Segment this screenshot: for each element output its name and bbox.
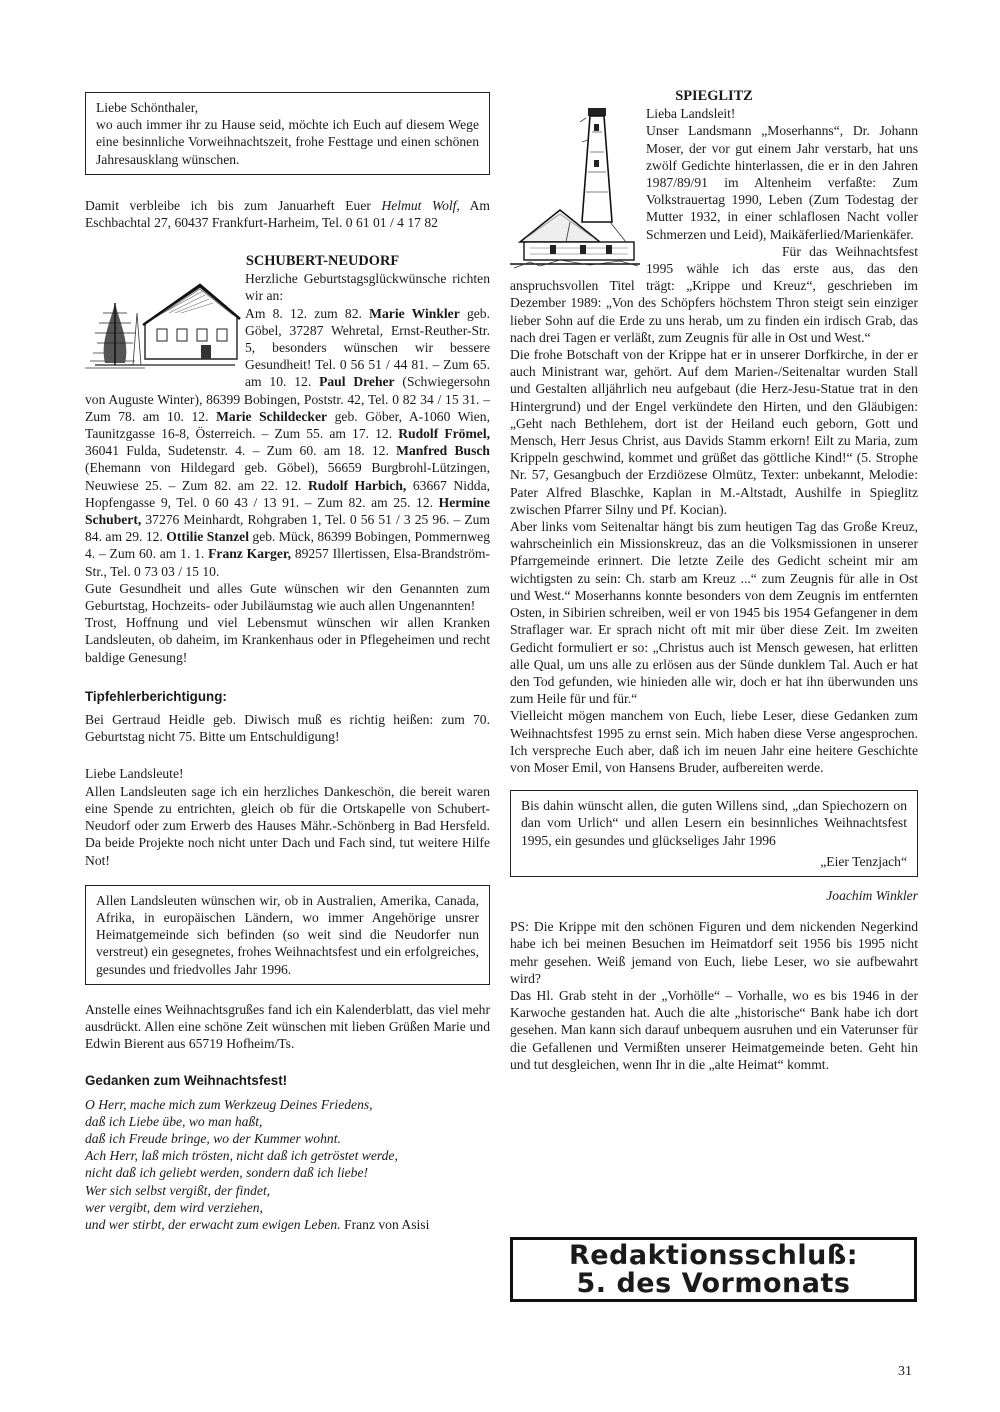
spieglitz-p2: Für das Weihnachtsfest 1995 wähle ich das erste aus, das den anspruchsvollen Titel trägt: „Krippe und Kreuz“, geschrieben im Dezember 1989: „Von des Schöpfers höchstem Thron steigt sein einziger lieber Sohn auf die Erde zu uns herab, um zu finden ein irdisch Grab, das nach drei Tagen er verläßt, zum Zeugnis für alle in Ost und West.“ — [510, 243, 918, 345]
spieglitz-p3: Die frohe Botschaft von der Krippe hat er in unserer Dorfkirche, in der er auch Ministrant war, gehört. Auf dem Marien-/Seitenaltar wurden Stall und Gestalten alljährlich neu aufgebaut (die Herz-Jesu-Statue trat in den Hintergrund) und der Engel verkündete den Hirten, und den Gläubigen: „Geht nach Bethlehem, dort ist der Heiland euch geborn, Gott und Mensch, Herr Jesus Christ, aus Davids Stamm erkorn! Eilt zu Maria, zum Krippeln geschwind, kommet und grüßet das göttliche Kind!“ (5. Strophe Nr. 57, Gesangbuch der Erzdiözese Olmütz, Texter: unbekannt, Melodie: Pater Alfred Blaschke, Kaplan in M.-Altstadt, Aushilfe in Spieglitz zwischen Pfarrer Silny und Pf. Kocian). — [510, 347, 918, 517]
birthday-name: Franz Karger, — [208, 546, 292, 562]
schubert-sick: Trost, Hoffnung und viel Lebensmut wünschen wir allen Kranken Landsleuten, ob daheim, im Krankenhaus oder in Pflegeheimen und recht baldige Genesung! — [85, 615, 490, 665]
correction-title: Tipfehlerberichtigung: — [85, 688, 227, 704]
tower-illustration — [510, 102, 640, 270]
schubert-title: SCHUBERT-NEUDORF — [245, 253, 400, 269]
birthday-name: Manfred Busch — [396, 443, 490, 459]
dialect-signoff: „Eier Tenzjach“ — [820, 853, 907, 869]
birthday-details: geb. Mück, 86399 Bobingen, Pommernweg 4. – Zum 60. am 1. 1. — [85, 529, 490, 562]
farewell-text — [85, 197, 490, 231]
wish-box-text: Allen Landsleuten wünschen wir, ob in Australien, Amerika, Canada, Afrika, in europäischen Ländern, wo immer Angehörige unsrer Heimatgemeinde sich befinden (so weit sind die Neudorfer nun verstreut) ein gesegnetes, frohes Weihnachtsfest und ein erfolgreiches, gesundes und friedvolles Jahr 1996. — [96, 892, 479, 977]
greeting-box — [85, 92, 490, 175]
birthday-details: 89257 Illertissen, Elsa-Brandström-Str., Tel. 0 73 03 / 15 10. — [85, 546, 491, 579]
birthday-details: 37276 Meinhardt, Rohgraben 1, Tel. 0 56 51 / 3 25 96. – Zum 84. am 29. 12. — [85, 512, 490, 545]
calendar-text: Anstelle eines Weihnachtsgrußes fand ich ein Kalenderblatt, das viel mehr ausdrückt. Allen eine schöne Zeit wünschen mit lieben Grüßen Marie und Edwin Bierent aus 65719 Hofheim/Ts. — [85, 1001, 490, 1052]
birthday-details: geb. Göbel, 37287 Wehretal, Ernst-Reuther-Str. 5, besonders wünschen wir bessere Gesundheit! Tel. 0 56 51 / 44 81. – Zum 65. am 10. 12. — [245, 305, 490, 390]
spieglitz-salutation: Lieba Landsleit! — [646, 106, 736, 122]
correction-text: Bei Gertraud Heidle geb. Diwisch muß es richtig heißen: zum 70. Geburtstag nicht 75. Bitte um Entschuldigung! — [85, 712, 490, 745]
deadline-banner — [510, 1237, 917, 1302]
thanks-section — [85, 765, 490, 868]
ps-text: PS: Die Krippe mit den schönen Figuren und dem nickenden Negerkind habe ich bei meinen Besuchen im Heimatdorf seit 1956 bis 1995 nicht mehr gesehen. Weiß jemand von Euch, liebe Leser, wo sie aufbewahrt wird? — [510, 919, 918, 986]
poem-section — [85, 1072, 490, 1233]
left-column — [85, 92, 490, 231]
poem-author: Franz von Asisi — [344, 1216, 430, 1232]
dialect-box — [510, 790, 918, 877]
birthday-name: Marie Schildecker — [216, 408, 328, 424]
schubert-wishes: Gute Gesundheit und alles Gute wünschen wir den Genannten zum Geburtstag, Hochzeits- oder Jubiläumstag wie auch allen Ungenannten! — [85, 580, 490, 614]
spieglitz-title: SPIEGLITZ — [675, 88, 753, 104]
poem-line: Ach Herr, laß mich trösten, nicht daß ich getröstet werde, — [85, 1148, 398, 1164]
thanks-salutation: Liebe Landsleute! — [85, 766, 184, 782]
poem-line: daß ich Liebe übe, wo man haßt, — [85, 1113, 263, 1129]
thanks-text: Allen Landsleuten sage ich ein herzliches Dankeschön, die bereit waren eine Spende zu entrichten, gleich ob für die Ortskapelle von Schubert-Neudorf oder zum Erwerb des Hauses Mähr.-Schönberg in Bad Hersfeld. Da beide Projekte noch nicht unter Dach und Fach sind, tut weitere Hilfe Not! — [85, 783, 490, 868]
poem-line: daß ich Freude bringe, wo der Kummer wohnt. — [85, 1130, 341, 1146]
birthday-name: Marie Winkler — [369, 305, 460, 321]
schubert-intro: Herzliche Geburtstagsglückwünsche richten wir an: — [245, 271, 490, 304]
birthday-details: (Ehemann von Hildegard geb. Göbel), 56659 Burgbrohl-Lützingen, Neuwiese 25. – Zum 82. am 22. 12. — [85, 460, 490, 493]
poem-line: nicht daß ich geliebt werden, sondern daß ich liebe! — [85, 1165, 369, 1181]
farewell-after: Am Eschbachtal 27, 60437 Frankfurt-Harheim, Tel. 0 61 01 / 4 17 82 — [85, 197, 490, 231]
poem-line: O Herr, mache mich zum Werkzeug Deines Friedens, — [85, 1096, 373, 1112]
birthday-name: Paul Dreher — [319, 374, 395, 390]
birthday-details: (Schwiegersohn von Auguste Winter), 86399 Bobingen, Poststr. 42, Tel. 0 82 34 / 15 31. – Zum 78. am 10. 12. — [85, 374, 490, 424]
poem-last-line — [85, 1216, 490, 1233]
spieglitz-p4: Aber links vom Seitenaltar hängt bis zum heutigen Tag das Große Kreuz, wahrscheinlich ein Missionskreuz, das an die Volksmissionen in unserer Pfarrgemeinde erinnert. Die letzte Zeile des Gedicht scheint mir am wichtigsten zu sein: Ch. starb am Kreuz ...“ zum Zeugnis für alle in Ost und West.“ Moserhanns konnte besonders von dem Zeugnis im entfernten Osten, in Sibirien schreiben, weil er von 1945 bis 1954 Gefangener in dem Straflager war. Er sprach nicht oft mit mir über diese Zeit. Im zweiten Gedicht formuliert er so: „Christus auch ist Mensch gewesen, hat erlitten alle Qual, um uns alle zu erlösen aus der Sünde dunklem Tal. Auch er hat den Tod gefunden, wie hinieden alle wir, doch er hat ihn überwunden uns zum Heile für und für.“ — [510, 519, 918, 707]
spieglitz-p5: Vielleicht mögen manchem von Euch, liebe Leser, diese Gedanken zum Weihnachtsfest 1995 zu ernst sein. Mich haben diese Verse angesprochen. Ich verspreche Euch aber, daß ich im neuen Jahr eine heitere Geschichte von Moser Emil, von Hansens Bruder, aufbereiten werde. — [510, 708, 918, 775]
farewell-name: Helmut Wolf, — [381, 197, 460, 213]
deadline-line1: Redaktionsschluß: — [568, 1239, 859, 1271]
farewell-before: Damit verbleibe ich bis zum Januarheft Euer — [85, 197, 371, 213]
poem-line: Wer sich selbst vergißt, der findet, — [85, 1182, 271, 1198]
farmhouse-illustration — [85, 273, 241, 373]
birthday-details: 63667 Nidda, Hopfengasse 9, Tel. 0 60 43 / 13 91. – Zum 82. am 25. 12. — [85, 477, 491, 510]
schubert-section — [85, 253, 490, 1233]
greeting-salutation: Liebe Schönthaler, — [96, 100, 199, 115]
poem-line: und wer stirbt, der erwacht zum ewigen Leben. — [85, 1216, 341, 1232]
wish-box — [85, 885, 490, 985]
birthday-name: Hermine Schubert, — [85, 494, 490, 528]
right-column — [510, 88, 918, 1073]
ps-grave-text: Das Hl. Grab steht in der „Vorhölle“ – Vorhalle, wo es bis 1946 in der Karwoche gestanden hat. Auch die alte „historische“ Bank habe ich dort gesehen. Man kann sich darauf unbequem ausruhen und ein Vaterunser für die Gefallenen und Vermißten unserer Heimatgemeinde beten. Geht hin und tut desgleichen, wenn Ihr in die „alte Heimat“ kommt. — [510, 987, 918, 1072]
birthday-details: geb. Göber, A-1060 Wien, Taunitzgasse 16-8, Österreich. – Zum 55. am 17. 12. — [85, 408, 490, 442]
spieglitz-p1: Unser Landsmann „Moserhanns“, Dr. Johann Moser, der vor gut einem Jahr verstarb, hat uns zwölf Gedichte hinterlassen, die er in den Jahren 1987/89/91 im Altenheim verfaßte: Zum Volkstrauertag 1990, Leben (Zum Todestag der Mutter 1932, in einer schlaflosen Nacht voller Schmerzen und Leid), Maikäferlied/Marienkäfer. — [646, 123, 918, 242]
page-number: 31 — [898, 1364, 912, 1379]
birthday-name: Rudolf Frömel, — [398, 426, 490, 442]
birthday-details: 36041 Fulda, Sudetenstr. 4. – Zum 60. am 18. 12. — [85, 443, 397, 459]
poem-title: Gedanken zum Weihnachtsfest! — [85, 1073, 288, 1089]
poem-lines — [85, 1096, 490, 1234]
correction-section — [85, 688, 490, 746]
article-author: Joachim Winkler — [826, 887, 918, 903]
dialect-text: Bis dahin wünscht allen, die guten Willens sind, „dan Spiechozern on dan vom Urlich“ und allen Lesern ein besinnliches Weihnachtsfest 1995, ein gesundes und glückseliges Jahr 1996 — [521, 798, 907, 848]
birthday-name: Rudolf Harbich, — [307, 477, 407, 493]
birthday-details: Am 8. 12. zum 82. — [245, 305, 370, 321]
poem-line: wer vergibt, dem wird verziehen, — [85, 1199, 263, 1215]
birthday-name: Ottilie Stanzel — [166, 529, 249, 545]
deadline-line2: 5. des Vormonats — [576, 1267, 851, 1299]
greeting-text: wo auch immer ihr zu Hause seid, möchte ich Euch auf diesem Wege eine besinnliche Vorweihnachtszeit, frohe Festtage und einen schönen Jahresausklang wünschen. — [96, 117, 479, 167]
